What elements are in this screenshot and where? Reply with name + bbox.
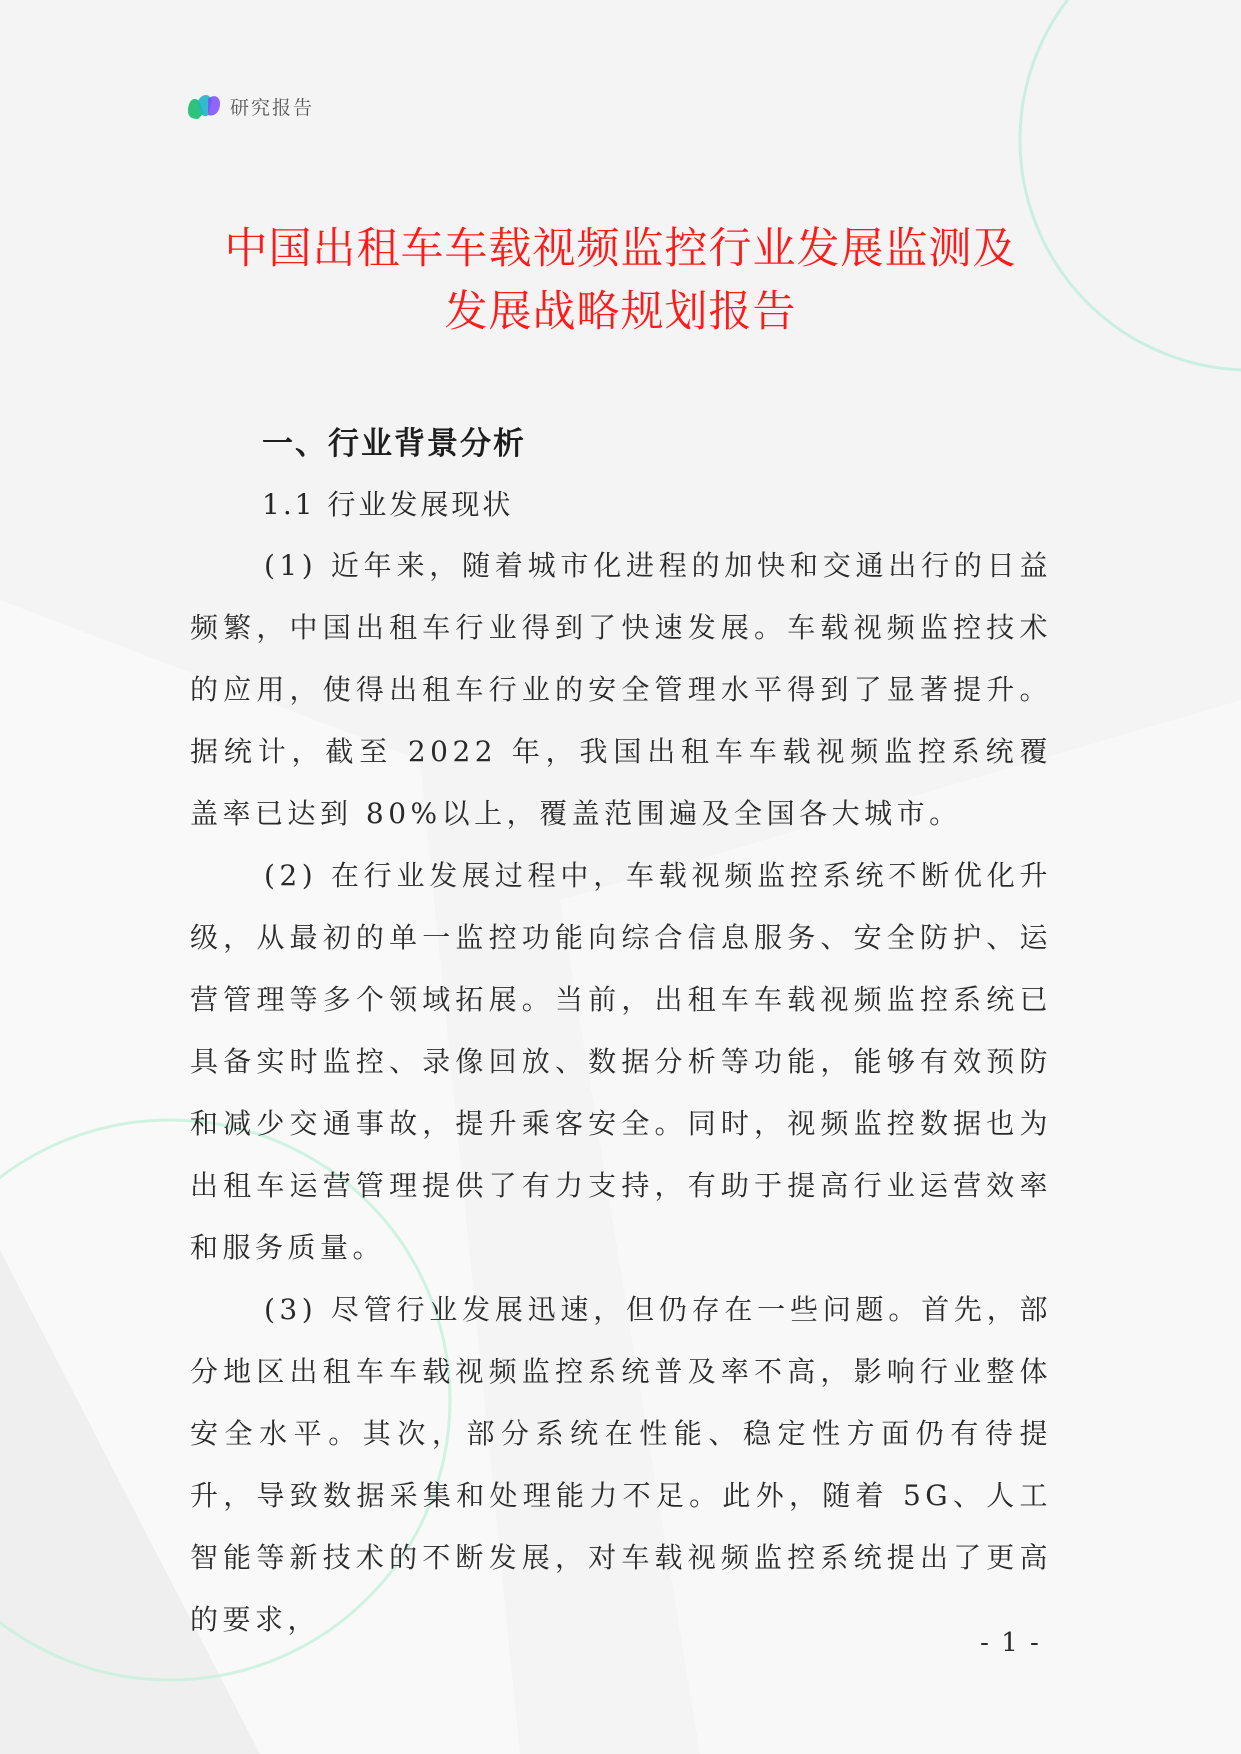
brand-header (186, 88, 314, 124)
title-line-2: 发展战略规划报告 (444, 287, 797, 337)
brand-logo-icon (186, 89, 222, 123)
brand-label: 研究报告 (230, 96, 315, 119)
paragraph-2: (2) 在行业发展过程中，车载视频监控系统不断优化升级，从最初的单一监控功能向综合信息服务、安全防护、运营管理等多个领域拓展。当前，出租车车载视频监控系统已具备实时监控、录像回放、数据分析等功能，能够有效预防和减少交通事故，提升乘客安全。同时，视频监控数据也为出租车运营管理提供了有力支持，有助于提高行业运营效率和服务质量。 (190, 859, 1052, 1264)
body-text (190, 535, 1052, 1651)
page-number: - 1 - (980, 1628, 1041, 1658)
section-heading: 一、行业背景分析 (262, 426, 526, 462)
paragraph-1: (1) 近年来，随着城市化进程的加快和交通出行的日益频繁，中国出租车行业得到了快速发展。车载视频监控技术的应用，使得出租车行业的安全管理水平得到了显著提升。据统计，截至 2022 年，我国出租车车载视频监控系统覆盖率已达到 80%以上，覆盖范围遍及全国各大城市。 (190, 549, 1052, 830)
subsection-heading: 1.1 行业发展现状 (262, 488, 514, 521)
document-title (0, 218, 1241, 344)
paragraph-3: (3) 尽管行业发展迅速，但仍存在一些问题。首先，部分地区出租车车载视频监控系统普及率不高，影响行业整体安全水平。其次，部分系统在性能、稳定性方面仍有待提升，导致数据采集和处理能力不足。此外，随着 5G、人工智能等新技术的不断发展，对车载视频监控系统提出了更高的要求， (190, 1293, 1052, 1636)
title-line-1: 中国出租车车载视频监控行业发展监测及 (224, 224, 1017, 274)
